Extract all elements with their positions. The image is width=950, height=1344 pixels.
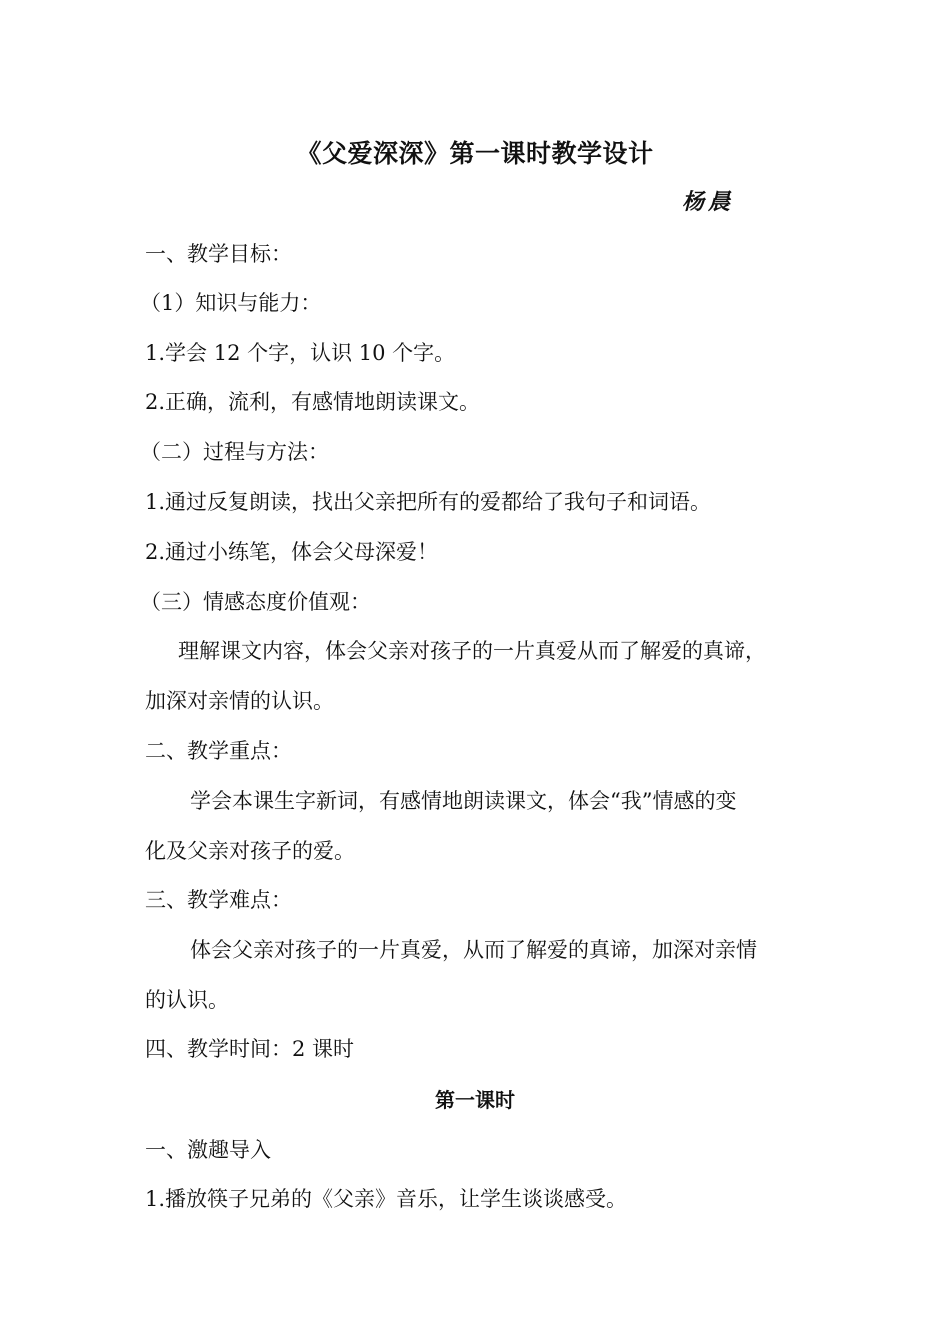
goal-line: 2.正确，流利，有感情地朗读课文。 [145, 390, 481, 414]
subheading-values: （三）情感态度价值观： [140, 590, 371, 614]
subheading-process: （二）过程与方法： [140, 440, 329, 464]
paragraph-line: 学会本课生字新词，有感情地朗读课文，体会“我”情感的变 [190, 789, 737, 813]
goal-line: 1.学会 12 个字，认识 10 个字。 [145, 341, 456, 365]
paragraph-line: 化及父亲对孩子的爱。 [145, 839, 355, 863]
goal-line: 2.通过小练笔，体会父母深爱！ [145, 540, 439, 564]
heading-difficulties: 三、教学难点： [145, 888, 292, 912]
paragraph-line: 理解课文内容，体会父亲对孩子的一片真爱从而了解爱的真谛， [178, 639, 766, 663]
author-name: 杨晨 [682, 189, 735, 215]
document-title: 《父爱深深》第一课时教学设计 [296, 139, 654, 168]
heading-teaching-time: 四、教学时间：2 课时 [145, 1037, 355, 1061]
paragraph-line: 体会父亲对孩子的一片真爱，从而了解爱的真谛，加深对亲情 [190, 938, 757, 962]
heading-key-points: 二、教学重点： [145, 739, 292, 763]
paragraph-line: 加深对亲情的认识。 [145, 689, 334, 713]
heading-introduction: 一、激趣导入 [145, 1138, 271, 1162]
section-heading: 第一课时 [435, 1088, 515, 1112]
paragraph-line: 1.播放筷子兄弟的《父亲》音乐，让学生谈谈感受。 [145, 1187, 628, 1211]
goal-line: 1.通过反复朗读，找出父亲把所有的爱都给了我句子和词语。 [145, 490, 712, 514]
subheading-knowledge: （1）知识与能力： [140, 291, 322, 315]
paragraph-line: 的认识。 [145, 988, 229, 1012]
heading-teaching-goals: 一、教学目标： [145, 242, 292, 266]
